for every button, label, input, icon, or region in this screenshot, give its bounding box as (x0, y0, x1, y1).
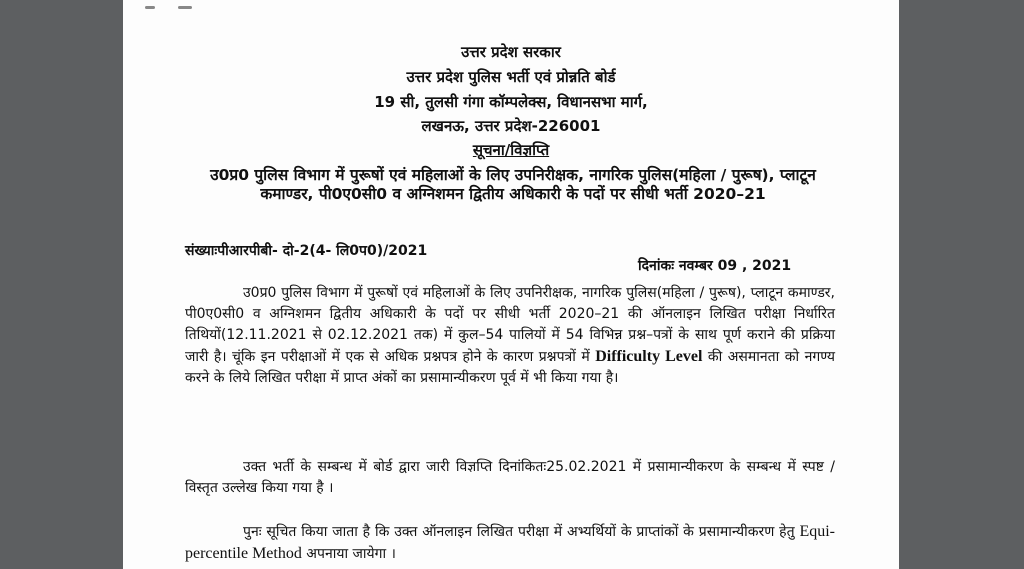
notice-title: सूचना/विज्ञप्ति (472, 141, 550, 159)
paragraph-1 (185, 283, 835, 389)
header-board: उत्तर प्रदेश पुलिस भर्ती एवं प्रोन्नति बोर्ड (406, 68, 616, 86)
paragraph-3-method: Equi-percentile Method (185, 523, 835, 562)
document-page (123, 0, 899, 569)
paragraph-1-text-a: उ0प्र0 पुलिस विभाग में पुरूषों एवं महिलाओं के लिए उपनिरीक्षक, नागरिक पुलिस(महिला / पुरूष), प्लाटून कमाण्डर, पी0ए0सी0 व अग्निशमन द्वितीय अधिकारी के पदों पर सीधी भर्ती 2020–21 की ऑनलाइन लिखित परीक्षा निर्धारित तिथियों(12.11.2021 से 02.12.2021 तक) में कुल–54 पालियों में 54 विभिन्न प्रश्न–पत्रों के साथ पूर्ण कराने की प्रक्रिया जारी है। चूंकि इन परीक्षाओं में एक से अधिक प्रश्नपत्र होने के कारण प्रश्नपत्रों में (185, 285, 835, 365)
notice-date: दिनांकः नवम्बर 09 , 2021 (638, 258, 792, 274)
header-address-line1: 19 सी, तुलसी गंगा कॉम्पलेक्स, विधानसभा मार्ग, (374, 93, 648, 111)
paragraph-3-text-b: अपनाया जायेगा । (306, 546, 396, 562)
paragraph-3 (185, 521, 835, 565)
header-govt: उत्तर प्रदेश सरकार (461, 43, 561, 61)
scan-mark (145, 6, 155, 9)
paragraph-1-text-b: की असमानता को नगण्य करने के लिये लिखित परीक्षा में प्राप्त अंकों का प्रसामान्यीकरण पूर्व में भी किया गया है। (185, 349, 835, 386)
header-address-line2: लखनऊ, उत्तर प्रदेश-226001 (421, 117, 601, 135)
notice-subject: उ0प्र0 पुलिस विभाग में पुरूषों एवं महिलाओं के लिए उपनिरीक्षक, नागरिक पुलिस(महिला / पुरूष), प्लाटून कमाण्डर, पी0ए0सी0 व अग्निशमन द्वितीय अधिकारी के पदों पर सीधी भर्ती 2020–21 (210, 166, 816, 203)
reference-number: संख्याःपीआरपीबी- दो-2(4- लि0प0)/2021 (185, 243, 428, 259)
scan-mark (178, 6, 192, 9)
paragraph-2: उक्त भर्ती के सम्बन्ध में बोर्ड द्वारा जारी विज्ञप्ति दिनांकितः25.02.2021 में प्रसामान्यीकरण के सम्बन्ध में स्पष्ट / विस्तृत उल्लेख किया गया है । (185, 459, 835, 496)
page-top-edge (123, 2, 899, 14)
paragraph-1-difficulty-level: Difficulty Level (595, 348, 703, 365)
paragraph-3-text-a: पुनः सूचित किया जाता है कि उक्त ऑनलाइन लिखित परीक्षा में अभ्यर्थियों के प्राप्तांकों के प्रसामान्यीकरण हेतु (243, 524, 795, 540)
